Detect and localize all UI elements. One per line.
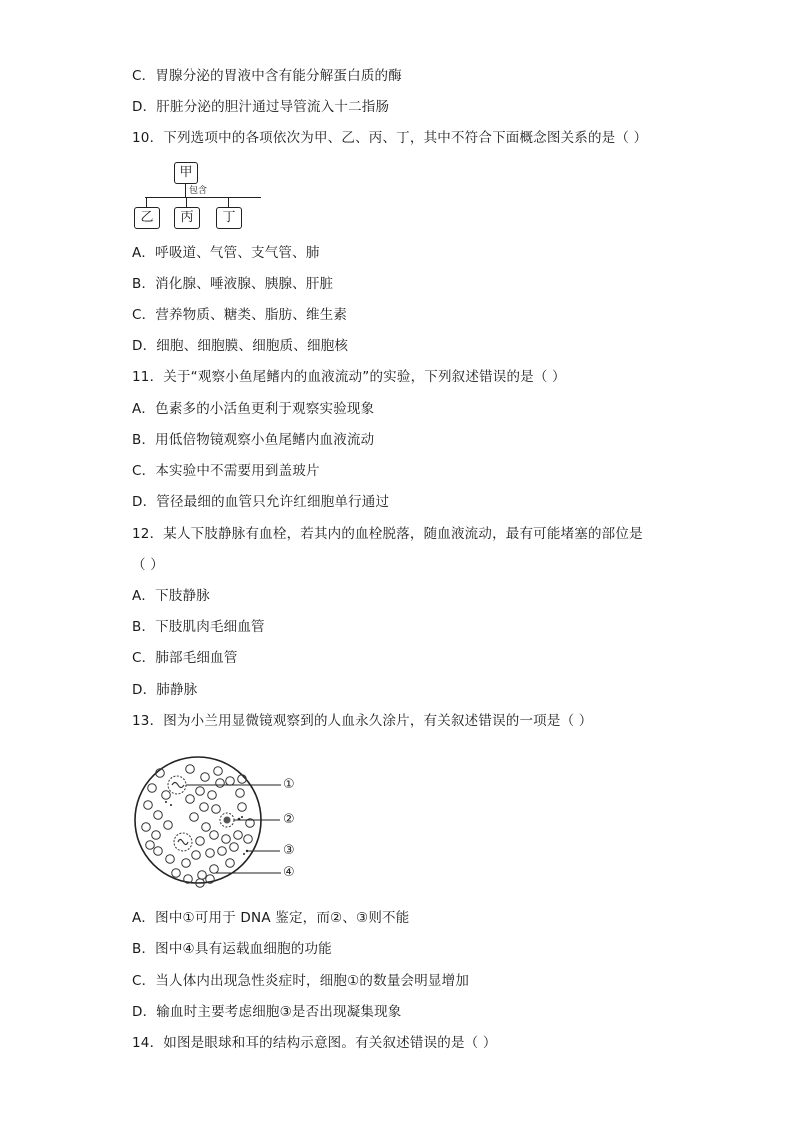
q12-option-b: B．下肢肌肉毛细血管 [132,619,265,635]
smear-label-2: ② [283,812,295,827]
q10-option-d: D．细胞、细胞膜、细胞质、细胞核 [132,338,349,354]
q13-stem: 13．图为小兰用显微镜观察到的人血永久涂片，有关叙述错误的一项是（ ） [132,713,593,729]
q9-option-c: C．胃腺分泌的胃液中含有能分解蛋白质的酶 [132,68,402,84]
q13-option-b: B．图中④具有运载血细胞的功能 [132,941,332,957]
concept-connector-right [228,197,229,207]
concept-connector-vertical [185,183,186,197]
q10-option-a: A．呼吸道、气管、支气管、肺 [132,245,320,261]
concept-connector-left [146,197,147,207]
concept-box-top: 甲 [174,162,198,184]
concept-relation-label: 包含 [189,186,208,196]
concept-connector-middle [186,197,187,207]
concept-connector-horizontal [145,197,261,198]
q11-option-c: C．本实验中不需要用到盖玻片 [132,463,320,479]
q9-option-d: D．肝脏分泌的胆汁通过导管流入十二指肠 [132,99,390,115]
q12-stem-continued: （ ） [132,557,164,573]
q11-stem: 11．关于“观察小鱼尾鳍内的血液流动”的实验，下列叙述错误的是（ ） [132,369,566,385]
smear-label-4: ④ [283,865,295,880]
q10-option-b: B．消化腺、唾液腺、胰腺、肝脏 [132,276,334,292]
q10-stem: 10．下列选项中的各项依次为甲、乙、丙、丁，其中不符合下面概念图关系的是（ ） [132,130,648,146]
q14-stem: 14．如图是眼球和耳的结构示意图。有关叙述错误的是（ ） [132,1035,497,1051]
q13-option-c: C．当人体内出现急性炎症时，细胞①的数量会明显增加 [132,973,470,989]
q12-option-d: D．肺静脉 [132,682,198,698]
q12-stem: 12．某人下肢静脉有血栓，若其内的血栓脱落，随血液流动，最有可能堵塞的部位是 [132,526,643,542]
q12-option-a: A．下肢静脉 [132,588,210,604]
q13-option-d: D．输血时主要考虑细胞③是否出现凝集现象 [132,1004,402,1020]
smear-label-1: ① [283,777,295,792]
concept-box-child-2: 丙 [174,207,200,229]
q11-option-d: D．管径最细的血管只允许红细胞单行通过 [132,494,390,510]
concept-box-child-1: 乙 [134,207,160,229]
q10-option-c: C．营养物质、糖类、脂肪、维生素 [132,307,348,323]
blood-smear-diagram [130,755,305,890]
q11-option-a: A．色素多的小活鱼更利于观察实验现象 [132,401,375,417]
q12-option-c: C．肺部毛细血管 [132,650,238,666]
smear-label-3: ③ [283,843,295,858]
q11-option-b: B．用低倍物镜观察小鱼尾鳍内血液流动 [132,432,375,448]
concept-box-child-3: 丁 [216,207,242,229]
q13-option-a: A．图中①可用于 DNA 鉴定，而②、③则不能 [132,910,410,926]
